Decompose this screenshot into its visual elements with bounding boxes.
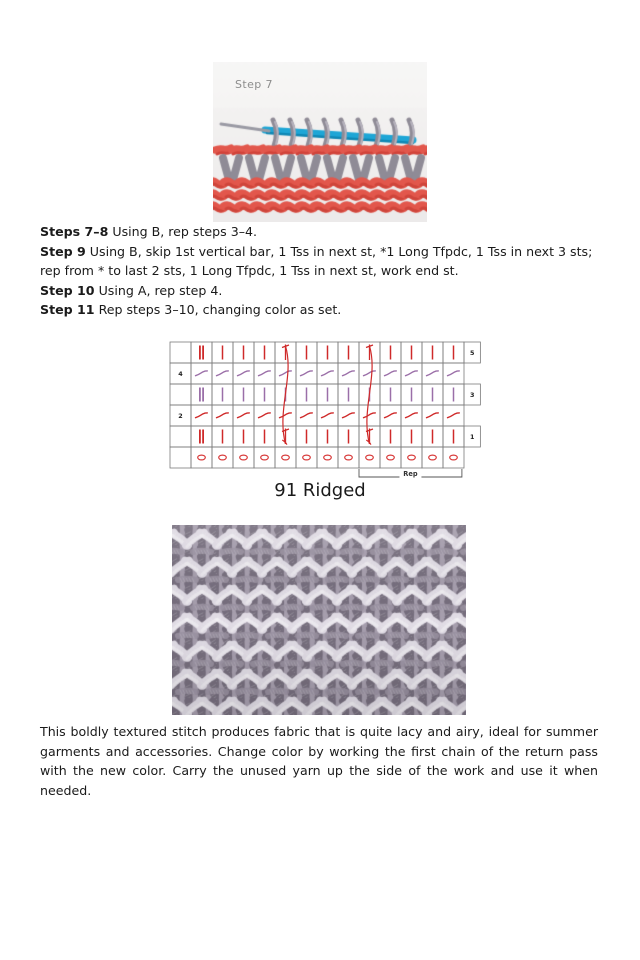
instruction-step-text: Using B, rep steps 3–4. bbox=[108, 224, 258, 239]
instruction-line bbox=[40, 242, 600, 281]
instruction-step-text: Using A, rep step 4. bbox=[94, 282, 223, 298]
svg-text:5: 5 bbox=[469, 349, 475, 358]
swatch-photo-image bbox=[172, 525, 466, 715]
description-text: This boldly textured stitch produces fabric that is quite lacy and airy, ideal for summer garments and accessories. Change color by working the first chain of the return pass with the new color. Carry the unused yarn up the side of the work and use it when needed. bbox=[40, 724, 598, 798]
step-photo-label: Step 7 bbox=[235, 78, 273, 91]
instruction-line bbox=[40, 300, 600, 320]
swatch-photo bbox=[172, 525, 466, 715]
svg-text:4: 4 bbox=[178, 370, 183, 379]
instruction-line bbox=[40, 281, 600, 301]
instruction-step-label: Step 11 bbox=[40, 302, 95, 317]
svg-text:Rep: Rep bbox=[403, 470, 418, 479]
instructions-block bbox=[40, 222, 600, 320]
instruction-step-label: Steps 7–8 bbox=[40, 224, 109, 239]
svg-text:1: 1 bbox=[469, 433, 475, 442]
page-title: 91 Ridged bbox=[274, 480, 366, 501]
instruction-step-text: Using B, skip 1st vertical bar, 1 Tss in next st, *1 Long Tfpdc, 1 Tss in next 3 sts; rep from * to last 2 sts, 1 Long Tfpdc, 1 Tss in next st, work end st. bbox=[40, 243, 593, 278]
stitch-chart bbox=[170, 342, 475, 479]
instruction-step-label: Step 10 bbox=[40, 282, 95, 298]
svg-text:2: 2 bbox=[178, 412, 183, 421]
instruction-line bbox=[40, 222, 600, 242]
instruction-step-text: Rep steps 3–10, changing color as set. bbox=[94, 302, 342, 317]
svg-text:3: 3 bbox=[469, 391, 475, 400]
instruction-step-label: Step 9 bbox=[40, 243, 86, 259]
step-photo bbox=[213, 62, 427, 222]
description-note bbox=[40, 722, 598, 800]
stitch-chart-svg bbox=[170, 342, 475, 479]
